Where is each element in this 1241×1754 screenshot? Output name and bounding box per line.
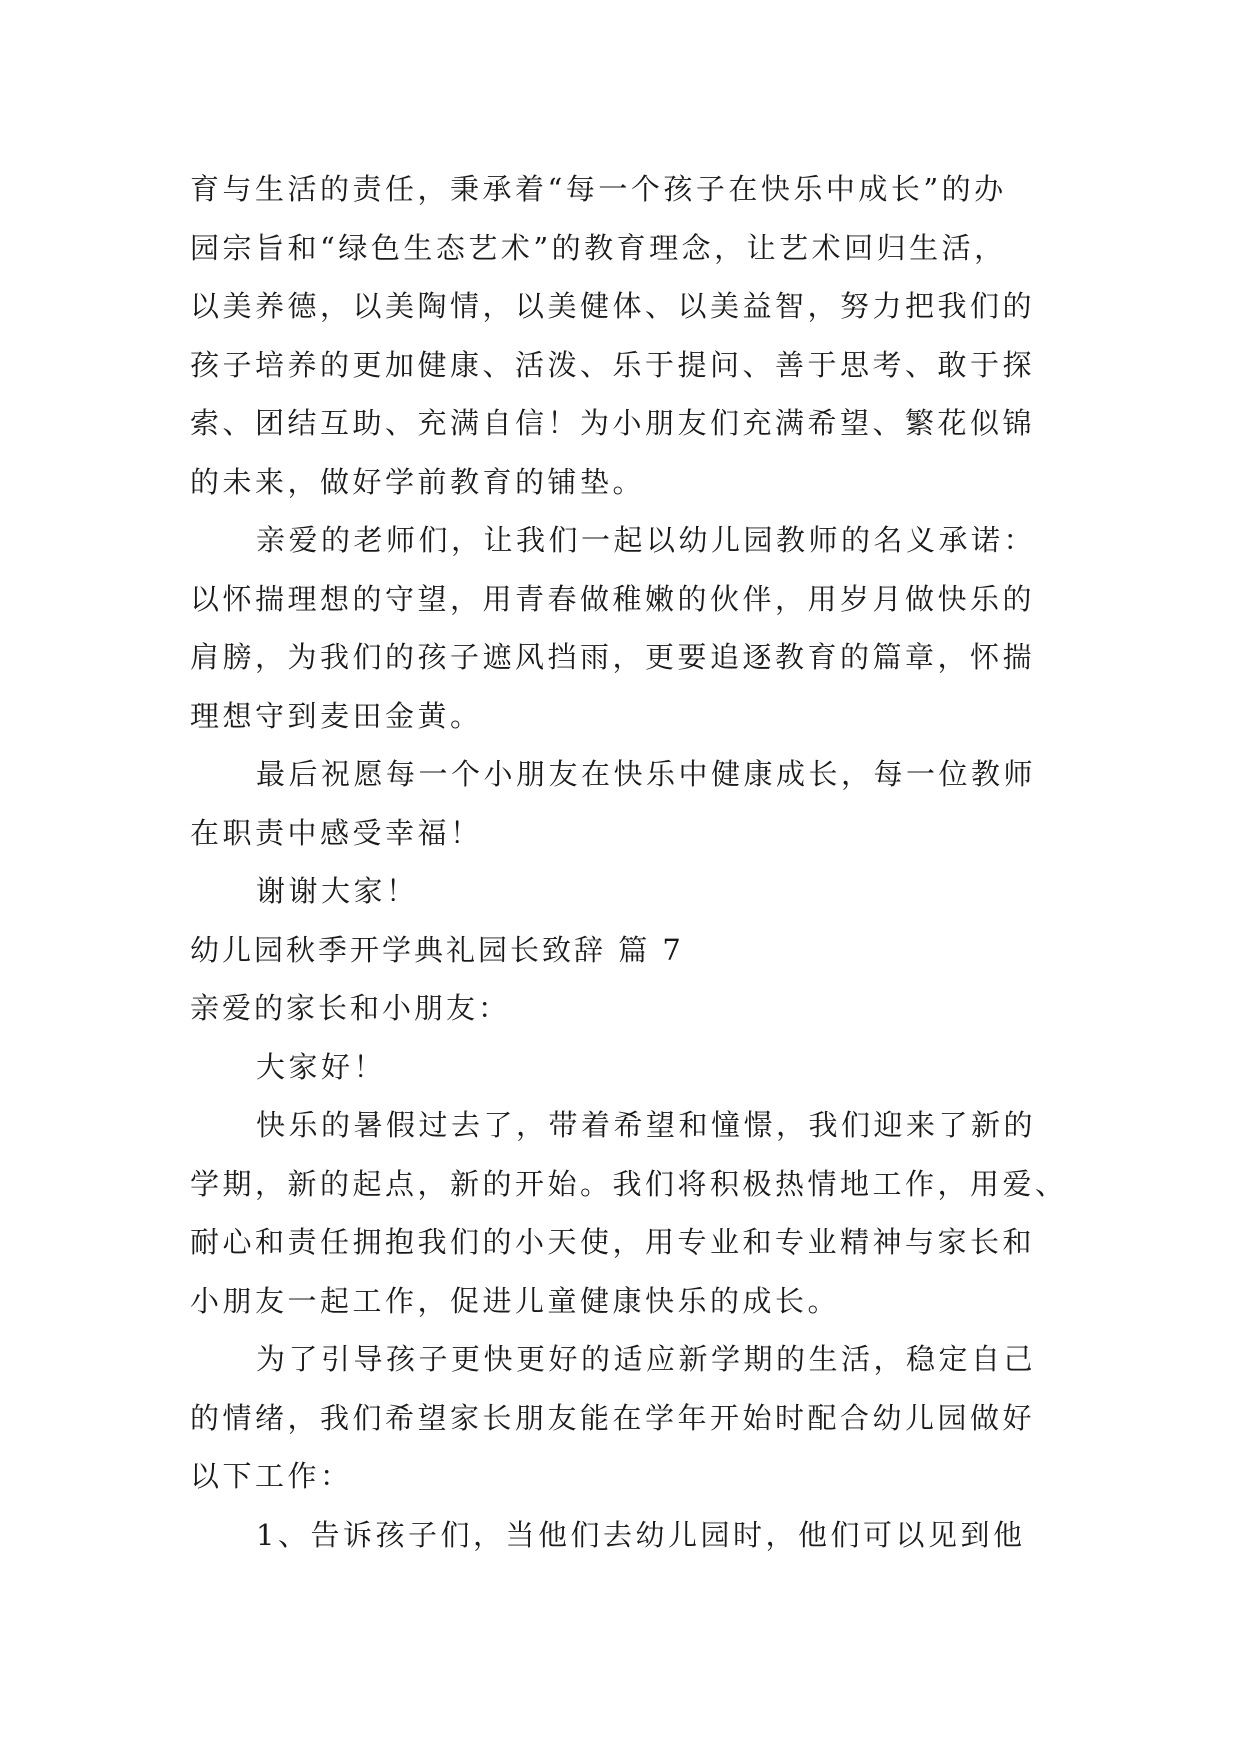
body-line: 肩膀，为我们的孩子遮风挡雨，更要追逐教育的篇章，怀揣 xyxy=(190,640,1036,674)
body-line: 理想守到麦田金黄。 xyxy=(190,698,483,733)
greeting-line: 大家好！ xyxy=(256,1049,387,1084)
salutation-line: 亲爱的家长和小朋友： xyxy=(190,991,511,1025)
paragraph-start-line: 快乐的暑假过去了，带着希望和憧憬，我们迎来了新的 xyxy=(256,1108,1037,1142)
section-title: 幼儿园秋季开学典礼园长致辞 篇 7 xyxy=(190,932,684,967)
paragraph-start-line: 为了引导孩子更快更好的适应新学期的生活，稳定自己 xyxy=(256,1342,1037,1376)
body-line: 在职责中感受幸福！ xyxy=(190,815,483,850)
body-line: 以下工作： xyxy=(190,1459,353,1493)
body-line: 的未来，做好学前教育的铺垫。 xyxy=(190,464,646,499)
body-line: 学期，新的起点，新的开始。我们将积极热情地工作，用爱、 xyxy=(190,1166,1068,1201)
body-line: 育与生活的责任，秉承着“每一个孩子在快乐中成长”的办 xyxy=(190,172,1007,206)
paragraph-start-line: 亲爱的老师们，让我们一起以幼儿园教师的名义承诺： xyxy=(256,523,1037,557)
closing-line: 谢谢大家！ xyxy=(256,874,419,908)
body-line: 以怀揣理想的守望，用青春做稚嫩的伙伴，用岁月做快乐的 xyxy=(190,581,1036,616)
body-line: 以美养德，以美陶情，以美健体、以美益智，努力把我们的 xyxy=(190,289,1036,323)
body-line: 耐心和责任拥抱我们的小天使，用专业和专业精神与家长和 xyxy=(190,1225,1036,1259)
document-body xyxy=(190,160,1068,1564)
body-line: 孩子培养的更加健康、活泼、乐于提问、善于思考、敢于探 xyxy=(190,347,1036,382)
list-item-line: 1、告诉孩子们，当他们去幼儿园时，他们可以见到他 xyxy=(256,1517,1026,1552)
body-line: 的情绪，我们希望家长朋友能在学年开始时配合幼儿园做好 xyxy=(190,1400,1036,1435)
body-line: 索、团结互助、充满自信！为小朋友们充满希望、繁花似锦 xyxy=(190,406,1036,440)
body-line: 园宗旨和“绿色生态艺术”的教育理念，让艺术回归生活， xyxy=(190,230,1007,265)
body-line: 小朋友一起工作，促进儿童健康快乐的成长。 xyxy=(190,1283,841,1318)
paragraph-start-line: 最后祝愿每一个小朋友在快乐中健康成长，每一位教师 xyxy=(256,757,1037,791)
